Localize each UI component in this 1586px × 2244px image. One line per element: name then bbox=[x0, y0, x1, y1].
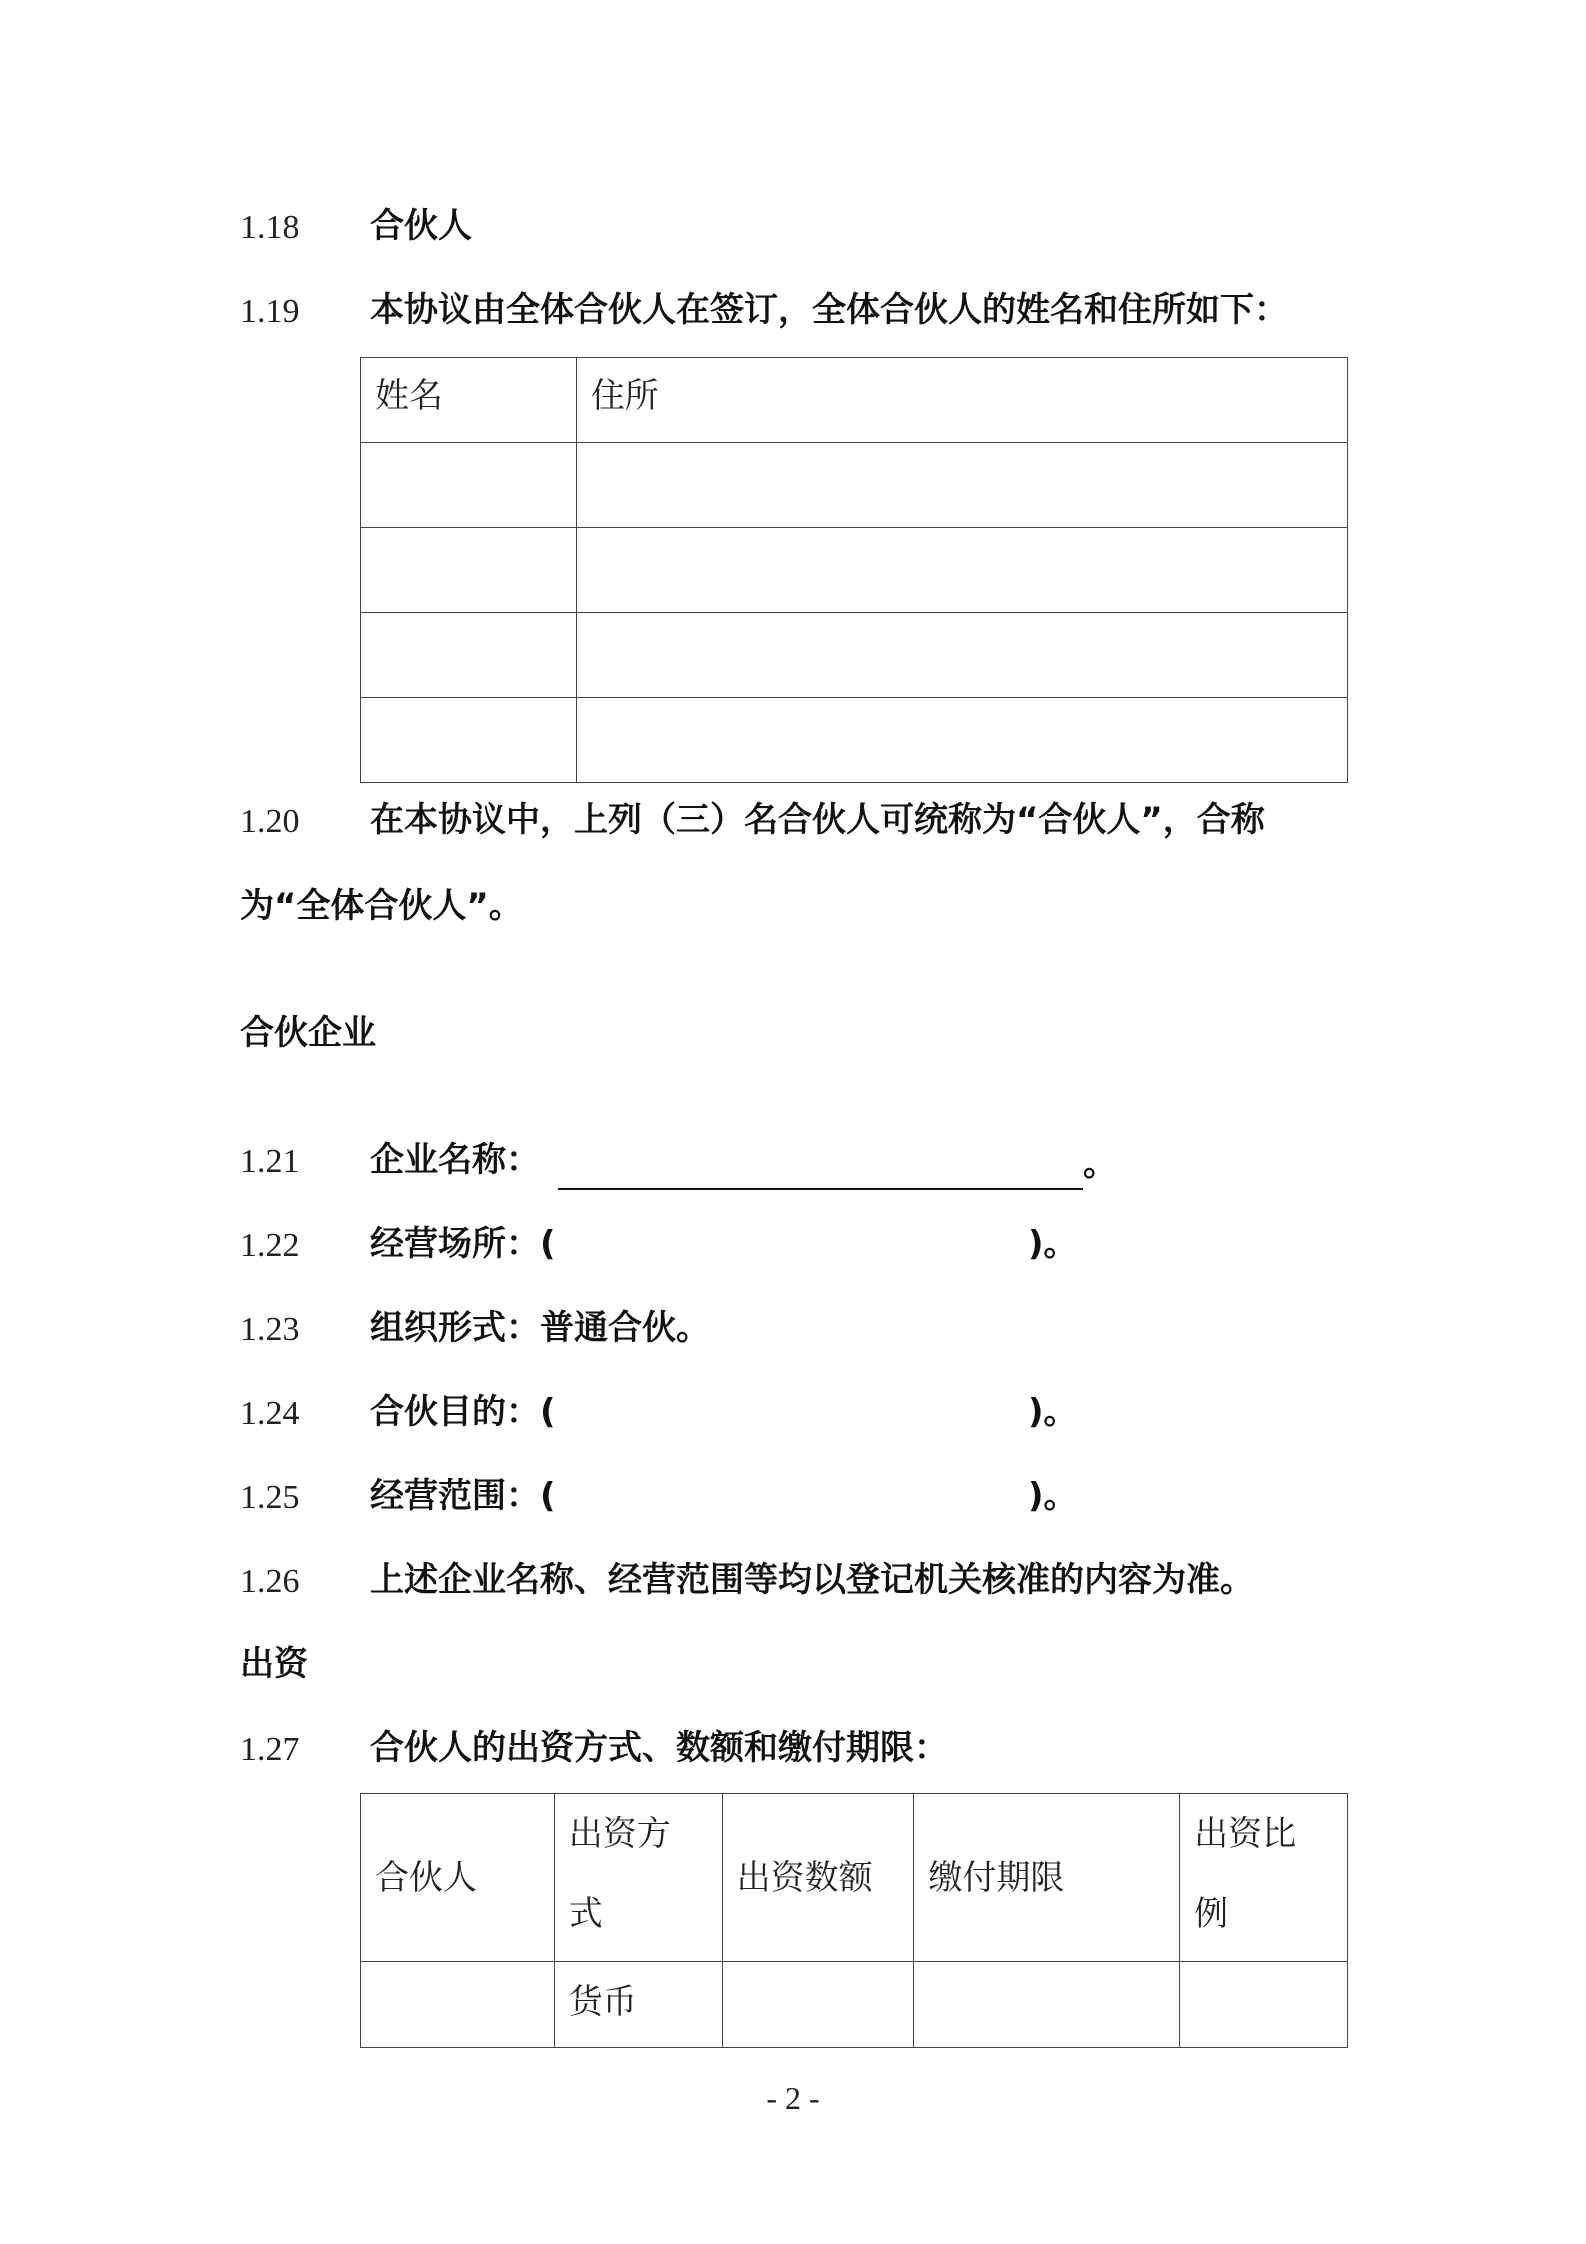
table-cell[interactable]: 货币 bbox=[554, 1962, 722, 2048]
capital-table bbox=[360, 1793, 1348, 2048]
section-text: 上述企业名称、经营范围等均以登记机关核准的内容为准。 bbox=[370, 1560, 1254, 1600]
section-text: 组织形式：普通合伙。 bbox=[370, 1308, 710, 1348]
section-text-line1: 在本协议中，上列（三）名合伙人可统称为“合伙人”，合称 bbox=[370, 800, 1265, 840]
section-heading-capital: 出资 bbox=[240, 1644, 308, 1684]
section-text: 合伙人 bbox=[370, 206, 472, 246]
table-cell[interactable] bbox=[361, 1962, 555, 2048]
table-cell[interactable] bbox=[576, 698, 1347, 783]
header-cell-method-line1: 出资方 bbox=[568, 1814, 671, 1854]
purpose-label: 合伙目的：( bbox=[370, 1392, 556, 1432]
section-number: 1.24 bbox=[240, 1395, 300, 1432]
table-row bbox=[361, 528, 1348, 613]
table-header-row bbox=[361, 1794, 1348, 1962]
business-place-label: 经营场所：( bbox=[370, 1224, 556, 1264]
punctuation: 。 bbox=[1083, 1144, 1117, 1184]
table-cell[interactable] bbox=[576, 443, 1347, 528]
header-cell-name: 姓名 bbox=[361, 358, 577, 443]
table-cell[interactable] bbox=[722, 1962, 914, 2048]
header-cell-amount: 出资数额 bbox=[722, 1794, 914, 1962]
table-row bbox=[361, 443, 1348, 528]
table-cell[interactable] bbox=[361, 613, 577, 698]
header-cell-ratio-line1: 出资比 bbox=[1194, 1814, 1297, 1854]
section-number: 1.18 bbox=[240, 209, 300, 246]
header-cell-ratio bbox=[1180, 1794, 1348, 1962]
enterprise-name-field[interactable] bbox=[558, 1188, 1083, 1190]
page-number: - 2 - bbox=[766, 2080, 820, 2116]
table-cell[interactable] bbox=[576, 528, 1347, 613]
section-text: 合伙人的出资方式、数额和缴付期限： bbox=[370, 1728, 948, 1768]
header-cell-ratio-line2: 例 bbox=[1194, 1894, 1229, 1934]
section-number: 1.21 bbox=[240, 1143, 300, 1180]
table-cell[interactable] bbox=[361, 443, 577, 528]
section-number: 1.27 bbox=[240, 1731, 300, 1768]
header-cell-address: 住所 bbox=[576, 358, 1347, 443]
header-cell-method-line2: 式 bbox=[568, 1894, 603, 1934]
table-header-row bbox=[361, 358, 1348, 443]
section-number: 1.25 bbox=[240, 1479, 300, 1516]
section-heading-enterprise: 合伙企业 bbox=[240, 1013, 376, 1053]
table-cell[interactable] bbox=[361, 528, 577, 613]
section-number: 1.19 bbox=[240, 293, 300, 330]
table-cell[interactable] bbox=[361, 698, 577, 783]
table-cell[interactable] bbox=[576, 613, 1347, 698]
business-scope-suffix: )。 bbox=[1028, 1476, 1078, 1516]
business-scope-label: 经营范围：( bbox=[370, 1476, 556, 1516]
table-row bbox=[361, 613, 1348, 698]
section-number: 1.20 bbox=[240, 803, 300, 840]
section-text-line2: 为“全体合伙人”。 bbox=[240, 886, 523, 926]
section-number: 1.23 bbox=[240, 1311, 300, 1348]
partners-table bbox=[360, 357, 1348, 783]
header-cell-deadline: 缴付期限 bbox=[914, 1794, 1180, 1962]
header-cell-method bbox=[554, 1794, 722, 1962]
purpose-suffix: )。 bbox=[1028, 1392, 1078, 1432]
business-place-suffix: )。 bbox=[1028, 1224, 1078, 1264]
table-row bbox=[361, 698, 1348, 783]
section-text: 本协议由全体合伙人在签订，全体合伙人的姓名和住所如下： bbox=[370, 290, 1288, 330]
table-cell[interactable] bbox=[1180, 1962, 1348, 2048]
table-cell[interactable] bbox=[914, 1962, 1180, 2048]
header-cell-partner: 合伙人 bbox=[361, 1794, 555, 1962]
table-row bbox=[361, 1962, 1348, 2048]
section-number: 1.22 bbox=[240, 1227, 300, 1264]
section-number: 1.26 bbox=[240, 1563, 300, 1600]
enterprise-name-label: 企业名称： bbox=[370, 1140, 540, 1180]
